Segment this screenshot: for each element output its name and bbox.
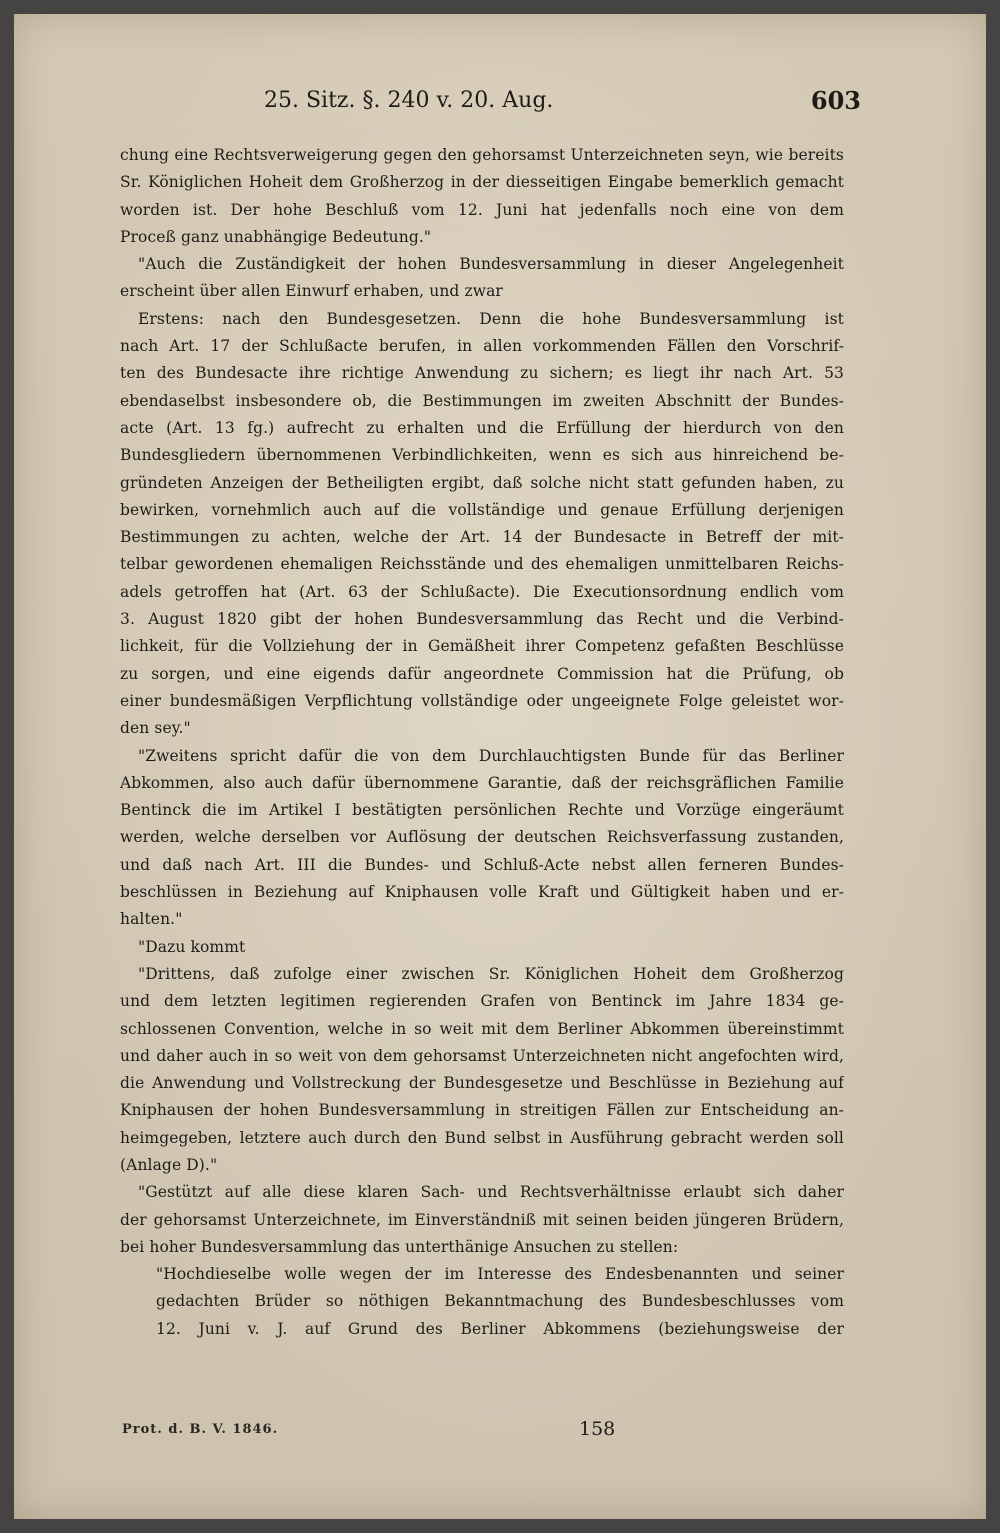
text-line: heimgegeben, letztere auch durch den Bund selbst in Ausführung gebracht werden soll <box>120 1128 844 1147</box>
printer-signature: Prot. d. B. V. 1846. <box>122 1422 279 1437</box>
text-line: Kniphausen der hohen Bundesversammlung in streitigen Fällen zur Entscheidung an- <box>120 1101 844 1120</box>
text-line: Sr. Königlichen Hoheit dem Großherzog in der diesseitigen Eingabe bemerklich gemacht <box>120 173 844 192</box>
text-line: bewirken, vornehmlich auch auf die vollständige und genaue Erfüllung derjenigen <box>120 500 844 519</box>
text-line: "Zweitens spricht dafür die von dem Durchlauchtigsten Bunde für das Berliner <box>138 746 844 765</box>
text-line: ebendaselbst insbesondere ob, die Bestimmungen im zweiten Abschnitt der Bundes- <box>120 391 844 410</box>
text-line: Proceß ganz unabhängige Bedeutung." <box>120 227 432 246</box>
text-line: ten des Bundesacte ihre richtige Anwendung zu sichern; es liegt ihr nach Art. 53 <box>120 364 844 383</box>
text-line: worden ist. Der hohe Beschluß vom 12. Juni hat jedenfalls noch eine von dem <box>120 200 844 219</box>
text-line: schlossenen Convention, welche in so weit mit dem Berliner Abkommen übereinstimmt <box>120 1019 844 1038</box>
text-line: gründeten Anzeigen der Betheiligten ergibt, daß solche nicht statt gefunden haben, zu <box>120 473 844 492</box>
body-text <box>120 142 844 1343</box>
text-line: 3. August 1820 gibt der hohen Bundesversammlung das Recht und die Verbind- <box>120 610 844 629</box>
text-line: erscheint über allen Einwurf erhaben, und zwar <box>120 282 503 301</box>
text-line: und daher auch in so weit von dem gehorsamst Unterzeichneten nicht angefochten wird, <box>120 1046 844 1065</box>
text-line: zu sorgen, und eine eigends dafür angeordnete Commission hat die Prüfung, ob <box>120 664 844 683</box>
text-line: "Dazu kommt <box>138 937 246 956</box>
text-line: bei hoher Bundesversammlung das unterthänige Ansuchen zu stellen: <box>120 1237 679 1256</box>
running-head: 25. Sitz. §. 240 v. 20. Aug. <box>264 88 554 113</box>
text-line: nach Art. 17 der Schlußacte berufen, in allen vorkommenden Fällen den Vorschrif- <box>120 337 844 356</box>
book-page <box>14 14 986 1519</box>
text-line: chung eine Rechtsverweigerung gegen den gehorsamst Unterzeichneten seyn, wie bereits <box>120 146 844 164</box>
text-line: (Anlage D)." <box>120 1155 218 1174</box>
text-line: "Auch die Zuständigkeit der hohen Bundesversammlung in dieser Angelegenheit <box>138 255 844 274</box>
text-line: und dem letzten legitimen regierenden Grafen von Bentinck im Jahre 1834 ge- <box>120 992 844 1011</box>
text-line: Bentinck die im Artikel I bestätigten persönlichen Rechte und Vorzüge eingeräumt <box>120 801 844 820</box>
text-line: gedachten Brüder so nöthigen Bekanntmachung des Bundesbeschlusses vom <box>156 1292 844 1311</box>
text-line: acte (Art. 13 fg.) aufrecht zu erhalten und die Erfüllung der hierdurch von den <box>120 418 844 437</box>
text-line: beschlüssen in Beziehung auf Kniphausen volle Kraft und Gültigkeit haben und er- <box>120 883 844 902</box>
page-header <box>14 84 986 124</box>
text-line: telbar gewordenen ehemaligen Reichsstände und des ehemaligen unmittelbaren Reichs- <box>120 555 844 574</box>
page-number: 603 <box>810 86 861 115</box>
text-line: "Drittens, daß zufolge einer zwischen Sr. Königlichen Hoheit dem Großherzog <box>138 964 844 983</box>
text-line: "Gestützt auf alle diese klaren Sach- und Rechtsverhältnisse erlaubt sich daher <box>138 1183 844 1202</box>
text-line: und daß nach Art. III die Bundes- und Schluß-Acte nebst allen ferneren Bundes- <box>120 855 844 874</box>
text-line: "Hochdieselbe wolle wegen der im Interesse des Endesbenannten und seiner <box>156 1265 844 1284</box>
text-line: 12. Juni v. J. auf Grund des Berliner Abkommens (beziehungsweise der <box>156 1319 844 1338</box>
sheet-number: 158 <box>579 1418 616 1440</box>
text-line: werden, welche derselben vor Auflösung der deutschen Reichsverfassung zustanden, <box>120 828 844 847</box>
text-line: der gehorsamst Unterzeichnete, im Einverständniß mit seinen beiden jüngeren Brüdern, <box>120 1210 844 1229</box>
text-line: Abkommen, also auch dafür übernommene Garantie, daß der reichsgräflichen Familie <box>120 773 844 792</box>
page-footer <box>14 1414 986 1454</box>
text-line: halten." <box>120 910 183 929</box>
text-line: adels getroffen hat (Art. 63 der Schlußacte). Die Executionsordnung endlich vom <box>120 582 844 601</box>
text-line: Bestimmungen zu achten, welche der Art. 14 der Bundesacte in Betreff der mit- <box>120 528 844 547</box>
text-line: den sey." <box>120 719 191 738</box>
text-line: Bundesgliedern übernommenen Verbindlichkeiten, wenn es sich aus hinreichend be- <box>120 446 844 465</box>
text-line: Erstens: nach den Bundesgesetzen. Denn die hohe Bundesversammlung ist <box>138 309 844 328</box>
text-line: einer bundesmäßigen Verpflichtung vollständige oder ungeeignete Folge geleistet wor- <box>120 691 844 710</box>
text-line: die Anwendung und Vollstreckung der Bundesgesetze und Beschlüsse in Beziehung auf <box>120 1074 844 1093</box>
text-line: lichkeit, für die Vollziehung der in Gemäßheit ihrer Competenz gefaßten Beschlüsse <box>120 637 844 656</box>
